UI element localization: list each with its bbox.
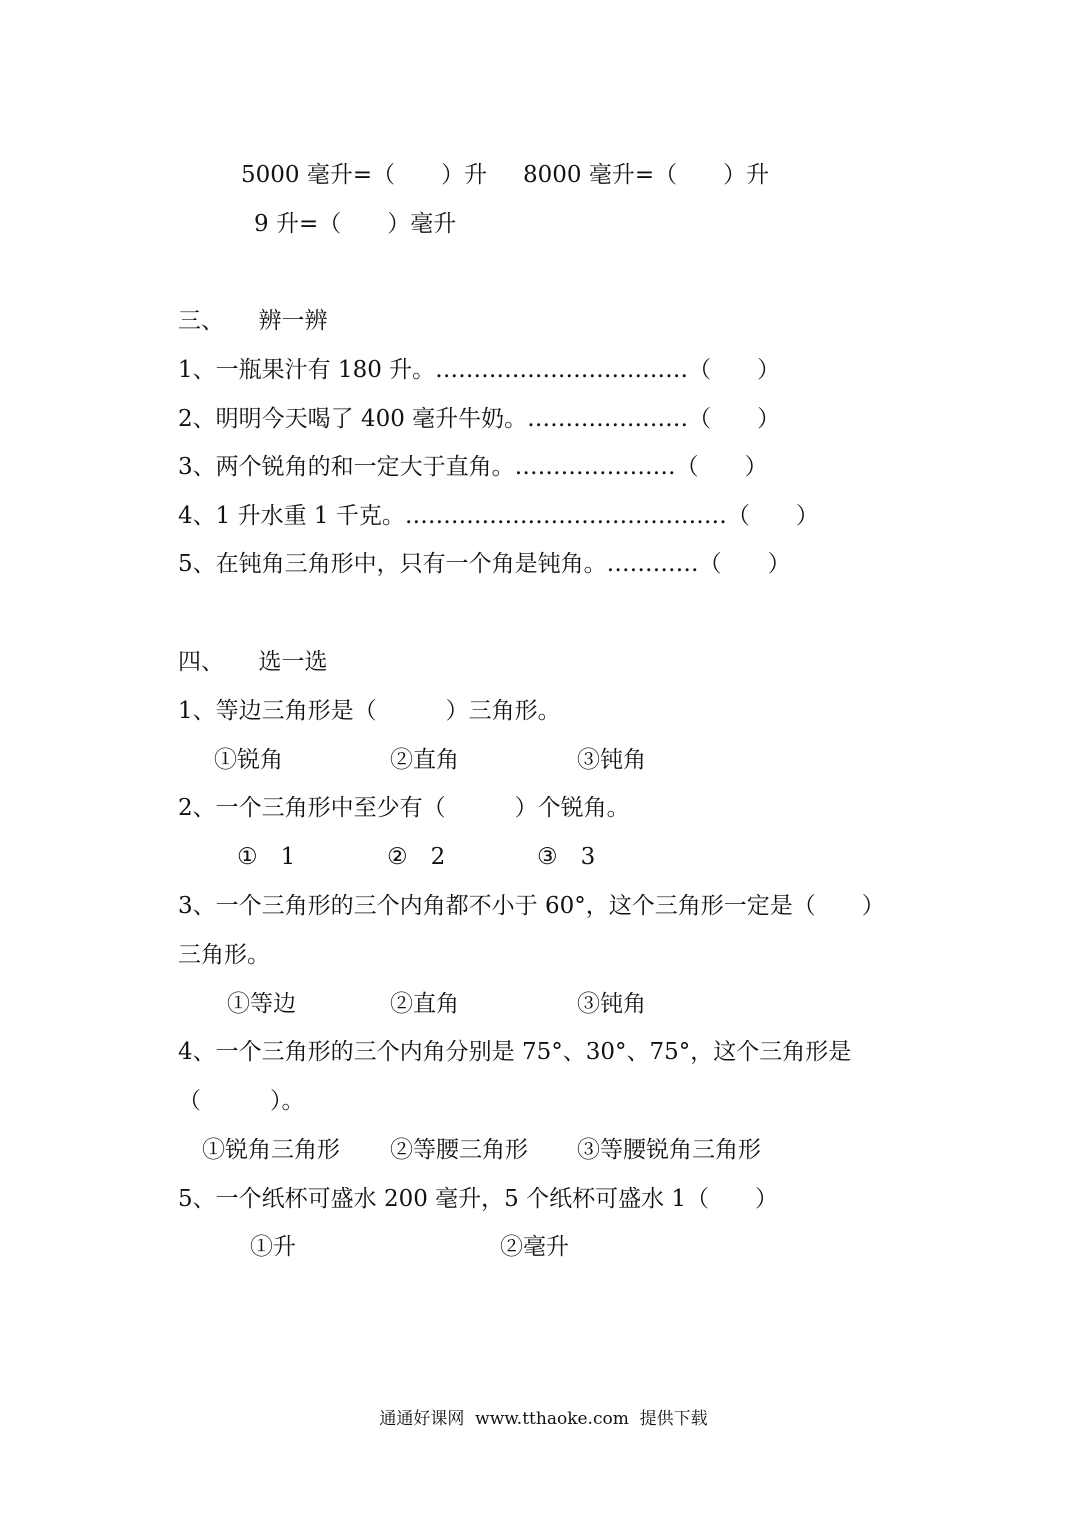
conversion-8000ml: 8000 毫升=（ ）升 xyxy=(523,162,770,188)
section-4-title: 四、 选一选 xyxy=(178,649,328,675)
choice-q5: 5、一个纸杯可盛水 200 毫升，5 个纸杯可盛水 1（ ） xyxy=(178,1186,779,1212)
choice-q2-option-1: ① 1 xyxy=(237,844,296,870)
choice-q3-option-1: ①等边 xyxy=(227,991,296,1017)
choice-q2-option-2: ② 2 xyxy=(387,844,446,870)
judge-item-3: 3、两个锐角的和一定大于直角。…………………（ ） xyxy=(178,454,768,480)
choice-q2: 2、一个三角形中至少有（ ）个锐角。 xyxy=(178,795,630,821)
conversion-5000ml: 5000 毫升=（ ）升 xyxy=(241,162,488,188)
choice-q3-continued: 三角形。 xyxy=(178,942,270,968)
choice-q4-option-1: ①锐角三角形 xyxy=(202,1137,340,1163)
choice-q4: 4、一个三角形的三个内角分别是 75°、30°、75°，这个三角形是 xyxy=(178,1039,852,1065)
conversion-9l: 9 升=（ ）毫升 xyxy=(254,211,457,237)
judge-item-2: 2、明明今天喝了 400 毫升牛奶。…………………（ ） xyxy=(178,406,781,432)
choice-q5-option-1: ①升 xyxy=(250,1234,296,1260)
choice-q1-option-3: ③钝角 xyxy=(577,747,646,773)
choice-q4-option-2: ②等腰三角形 xyxy=(390,1137,528,1163)
choice-q3-option-3: ③钝角 xyxy=(577,991,646,1017)
judge-item-5: 5、在钝角三角形中，只有一个角是钝角。…………（ ） xyxy=(178,551,791,577)
choice-q1-option-1: ①锐角 xyxy=(214,747,283,773)
judge-item-4: 4、1 升水重 1 千克。……………………………………（ ） xyxy=(178,503,819,529)
footer-credit: 通通好课网 www.tthaoke.com 提供下载 xyxy=(379,1409,708,1429)
choice-q1: 1、等边三角形是（ ）三角形。 xyxy=(178,698,561,724)
choice-q1-option-2: ②直角 xyxy=(390,747,459,773)
choice-q3: 3、一个三角形的三个内角都不小于 60°，这个三角形一定是（ ） xyxy=(178,893,885,919)
choice-q4-continued: （ ）。 xyxy=(178,1088,305,1114)
choice-q4-option-3: ③等腰锐角三角形 xyxy=(577,1137,761,1163)
choice-q5-option-2: ②毫升 xyxy=(500,1234,569,1260)
judge-item-1: 1、一瓶果汁有 180 升。……………………………（ ） xyxy=(178,357,781,383)
choice-q3-option-2: ②直角 xyxy=(390,991,459,1017)
choice-q2-option-3: ③ 3 xyxy=(537,844,596,870)
section-3-title: 三、 辨一辨 xyxy=(178,308,328,334)
